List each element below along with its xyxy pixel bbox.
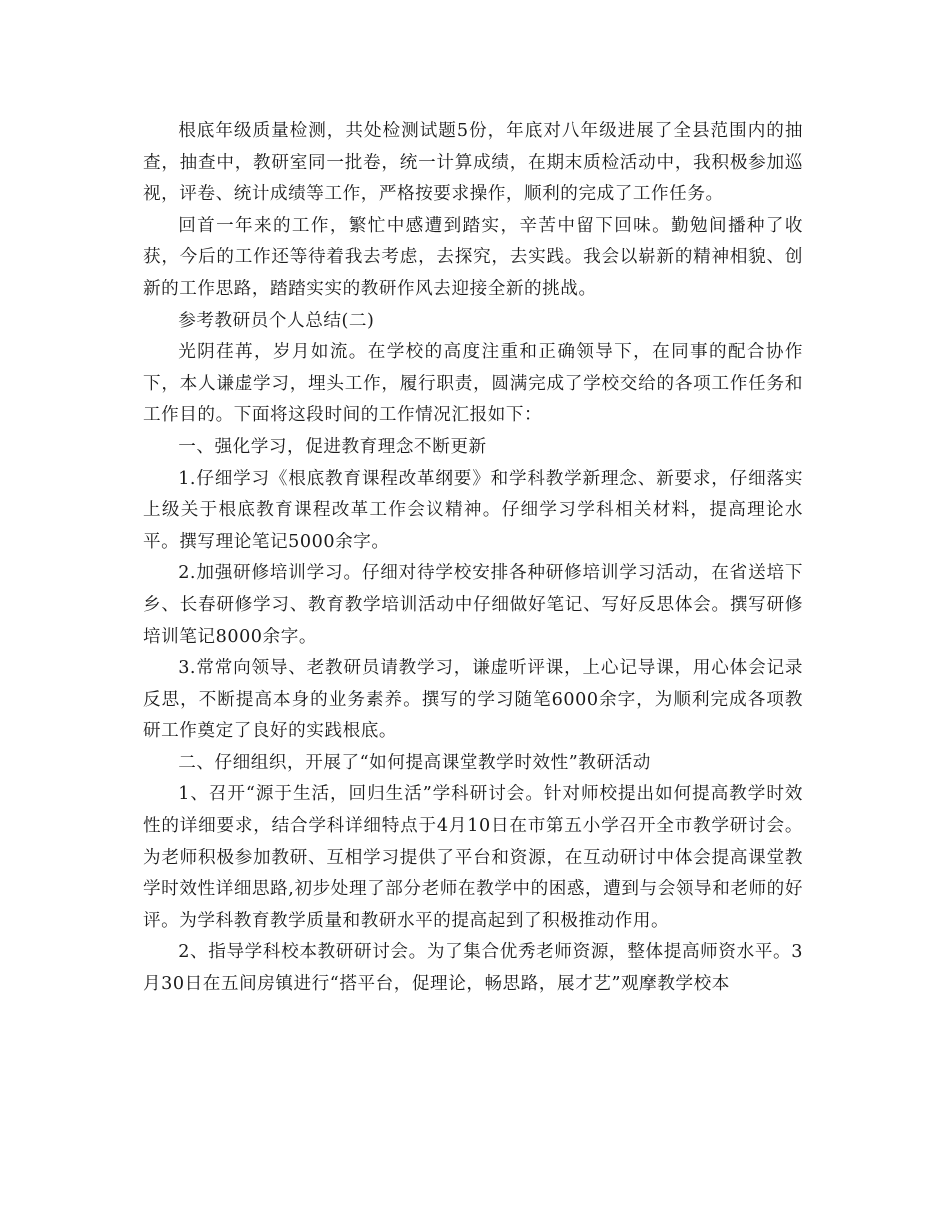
document-body: [143, 116, 803, 1001]
paragraph-item-2: 2.加强研修培训学习。仔细对待学校安排各种研修培训学习活动，在省送培下乡、长春研修学习、教育教学培训活动中仔细做好笔记、写好反思体会。撰写研修培训笔记8000余字。: [143, 563, 803, 647]
paragraph-item-3: 3.常常向领导、老教研员请教学习，谦虚听评课，上心记导课，用心体会记录反思，不断提高本身的业务素养。撰写的学习随笔6000余字，为顺利完成各项教研工作奠定了良好的实践根底。: [143, 658, 803, 742]
section-title: 参考教研员个人总结(二): [178, 310, 375, 331]
heading-strengthen-study: 一、强化学习，促进教育理念不断更新: [178, 436, 487, 457]
paragraph-intro: 光阴荏苒，岁月如流。在学校的高度注重和正确领导下，在同事的配合协作下，本人谦虚学习，埋头工作，履行职责，圆满完成了学校交给的各项工作任务和工作目的。下面将这段时间的工作情况汇报如下：: [143, 342, 803, 426]
paragraph-seminar-2: 2、指导学科校本教研研讨会。为了集合优秀老师资源，整体提高师资水平。3月30日在五间房镇进行“搭平台，促理论，畅思路，展才艺”观摩教学校本: [143, 942, 803, 995]
heading-organize-activity: 二、仔细组织，开展了“如何提高课堂教学时效性”教研活动: [178, 752, 651, 773]
paragraph-item-1: 1.仔细学习《根底教育课程改革纲要》和学科教学新理念、新要求，仔细落实上级关于根底教育课程改革工作会议精神。仔细学习学科相关材料，提高理论水平。撰写理论笔记5000余字。: [143, 468, 803, 552]
paragraph-seminar-1: 1、召开“源于生活，回归生活”学科研讨会。针对师校提出如何提高教学时效性的详细要求，结合学科详细特点于4月10日在市第五小学召开全市教学研讨会。为老师积极参加教研、互相学习提供了平台和资源，在互动研讨中体会提高课堂教学时效性详细思路,初步处理了部分老师在教学中的困惑，遭到与会领导和老师的好评。为学科教育教学质量和教研水平的提高起到了积极推动作用。: [143, 784, 803, 931]
paragraph-quality-check: 根底年级质量检测，共处检测试题5份，年底对八年级进展了全县范围内的抽查，抽查中，教研室同一批卷，统一计算成绩，在期末质检活动中，我积极参加巡视，评卷、统计成绩等工作，严格按要求操作，顺利的完成了工作任务。: [143, 121, 803, 205]
paragraph-year-review: 回首一年来的工作，繁忙中感遭到踏实，辛苦中留下回味。勤勉间播种了收获，今后的工作还等待着我去考虑，去探究，去实践。我会以崭新的精神相貌、创新的工作思路，踏踏实实的教研作风去迎接全新的挑战。: [143, 215, 803, 299]
